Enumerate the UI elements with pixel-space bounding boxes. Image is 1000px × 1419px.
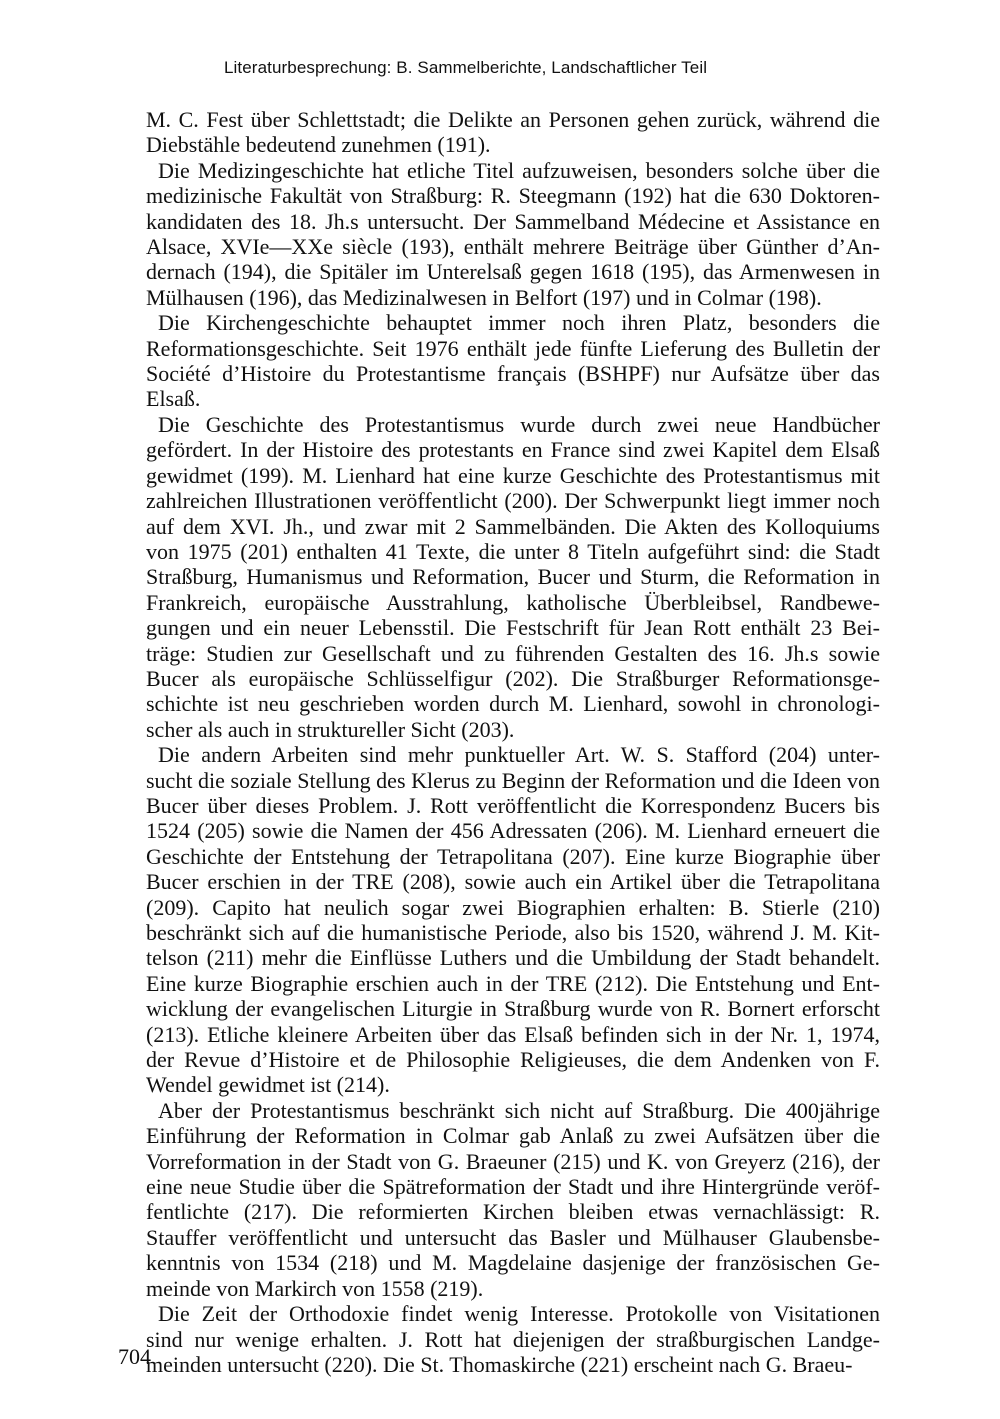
text-line: kenntnis von 1534 (218) und M. Magdelaine dasjenige der französischen Ge- — [146, 1250, 880, 1276]
text-line: Vorreformation in der Stadt von G. Braeuner (215) und K. von Greyerz (216), der — [146, 1148, 880, 1174]
text-line: (213). Etliche kleinere Arbeiten über das Elsaß befinden sich in der Nr. 1, 1974, — [146, 1021, 880, 1047]
paragraph — [146, 412, 880, 742]
text-line: Diebstähle bedeutend zunehmen (191). — [146, 132, 491, 158]
text-line: Elsaß. — [146, 386, 201, 412]
running-head: Literaturbesprechung: B. Sammelberichte, Landschaftlicher Teil — [224, 58, 708, 77]
text-line: gewidmet (199). M. Lienhard hat eine kurze Geschichte des Protestantismus mit — [146, 462, 880, 488]
document-page — [118, 52, 880, 1377]
text-line: auf dem XVI. Jh., und zwar mit 2 Sammelbänden. Die Akten des Kolloquiums — [146, 513, 880, 539]
text-line: Die Zeit der Orthodoxie findet wenig Interesse. Protokolle von Visitationen — [158, 1301, 880, 1327]
text-line: Wendel gewidmet ist (214). — [146, 1072, 390, 1098]
paragraph — [146, 107, 880, 158]
text-line: Die Medizingeschichte hat etliche Titel aufzuweisen, besonders solche über die — [158, 157, 880, 183]
text-line: sucht die soziale Stellung des Klerus zu Beginn der Reformation und die Ideen von — [146, 767, 880, 793]
text-line: Reformationsgeschichte. Seit 1976 enthält jede fünfte Lieferung des Bulletin der — [146, 335, 880, 361]
text-line: Alsace, XVIe—XXe siècle (193), enthält mehrere Beiträge über Günther d’An- — [146, 234, 880, 260]
text-line: träge: Studien zur Gesellschaft und zu führenden Gestalten des 16. Jh.s sowie — [146, 640, 880, 666]
text-line: dernach (194), die Spitäler im Unterelsaß gegen 1618 (195), das Armenwesen in — [146, 259, 880, 285]
body-text — [146, 107, 880, 1377]
text-line: M. C. Fest über Schlettstadt; die Delikte an Personen gehen zurück, während die — [146, 107, 880, 132]
text-line: zahlreichen Illustrationen veröffentlicht (200). Der Schwerpunkt liegt immer noch — [146, 488, 880, 514]
text-line: scher als auch in struktureller Sicht (203). — [146, 716, 515, 742]
text-line: sind nur wenige erhalten. J. Rott hat diejenigen der straßburgischen Landge- — [146, 1326, 880, 1352]
text-line: von 1975 (201) enthalten 41 Texte, die unter 8 Titeln aufgeführt sind: die Stadt — [146, 538, 880, 564]
text-line: Die andern Arbeiten sind mehr punktueller Art. W. S. Stafford (204) unter- — [158, 742, 880, 768]
text-line: Aber der Protestantismus beschränkt sich nicht auf Straßburg. Die 400jährige — [158, 1097, 880, 1123]
text-line: beschränkt sich auf die humanistische Periode, also bis 1520, während J. M. Kit- — [146, 920, 880, 945]
text-line: Mülhausen (196), das Medizinalwesen in Belfort (197) und in Colmar (198). — [146, 284, 822, 310]
text-line: wicklung der evangelischen Liturgie in Straßburg wurde von R. Bornert erforscht — [146, 996, 880, 1022]
text-line: meinde von Markirch von 1558 (219). — [146, 1275, 484, 1301]
text-line: Bucer als europäische Schlüsselfigur (202). Die Straßburger Reformationsge- — [146, 665, 880, 691]
paragraph — [146, 742, 880, 1098]
text-line: 1524 (205) sowie die Namen der 456 Adressaten (206). M. Lienhard erneuert die — [146, 818, 880, 844]
text-line: eine neue Studie über die Spätreformation der Stadt und ihre Hintergründe veröf- — [146, 1174, 880, 1200]
text-line: schichte ist neu geschrieben worden durch M. Lienhard, sowohl in chronologi- — [146, 691, 880, 717]
text-line: Frankreich, europäische Ausstrahlung, katholische Überbleibsel, Randbewe- — [146, 589, 880, 615]
paragraph — [146, 1098, 880, 1301]
page-number: 704 — [118, 1344, 151, 1369]
text-line: Straßburg, Humanismus und Reformation, Bucer und Sturm, die Reformation in — [146, 564, 880, 590]
text-line: kandidaten des 18. Jh.s untersucht. Der Sammelband Médecine et Assistance en — [146, 208, 880, 234]
text-line: Geschichte der Entstehung der Tetrapolitana (207). Eine kurze Biographie über — [146, 843, 880, 869]
text-line: der Revue d’Histoire et de Philosophie Religieuses, die dem Andenken von F. — [146, 1047, 880, 1073]
text-line: Bucer erschien in der TRE (208), sowie auch ein Artikel über die Tetrapolitana — [146, 869, 880, 895]
text-line: gungen und ein neuer Lebensstil. Die Festschrift für Jean Rott enthält 23 Bei- — [146, 615, 880, 641]
paragraph-list — [146, 107, 880, 1377]
text-line: Stauffer veröffentlicht und untersucht das Basler und Mülhauser Glaubensbe- — [146, 1224, 880, 1250]
text-line: Einführung der Reformation in Colmar gab Anlaß zu zwei Aufsätzen über die — [146, 1123, 880, 1149]
paragraph — [146, 1301, 880, 1377]
text-line: medizinische Fakultät von Straßburg: R. Steegmann (192) hat die 630 Doktoren- — [146, 183, 880, 209]
paragraph — [146, 158, 880, 310]
text-line: Die Geschichte des Protestantismus wurde durch zwei neue Handbücher — [158, 411, 880, 437]
text-line: meinden untersucht (220). Die St. Thomaskirche (221) erscheint nach G. Braeu- — [146, 1351, 853, 1377]
text-line: (209). Capito hat neulich sogar zwei Biographien erhalten: B. Stierle (210) — [146, 894, 880, 920]
text-line: Bucer über dieses Problem. J. Rott veröffentlicht die Korrespondenz Bucers bis — [146, 792, 880, 818]
text-line: Die Kirchengeschichte behauptet immer noch ihren Platz, besonders die — [158, 310, 880, 336]
text-line: telson (211) mehr die Einflüsse Luthers und die Umbildung der Stadt behandelt. — [146, 945, 880, 971]
text-line: Eine kurze Biographie erschien auch in der TRE (212). Die Entstehung und Ent- — [146, 970, 880, 996]
text-line: gefördert. In der Histoire des protestants en France sind zwei Kapitel dem Elsaß — [146, 437, 880, 463]
paragraph — [146, 310, 880, 412]
text-line: Société d’Histoire du Protestantisme français (BSHPF) nur Aufsätze über das — [146, 361, 880, 387]
text-line: fentlichte (217). Die reformierten Kirchen bleiben etwas vernachlässigt: R. — [146, 1199, 880, 1225]
